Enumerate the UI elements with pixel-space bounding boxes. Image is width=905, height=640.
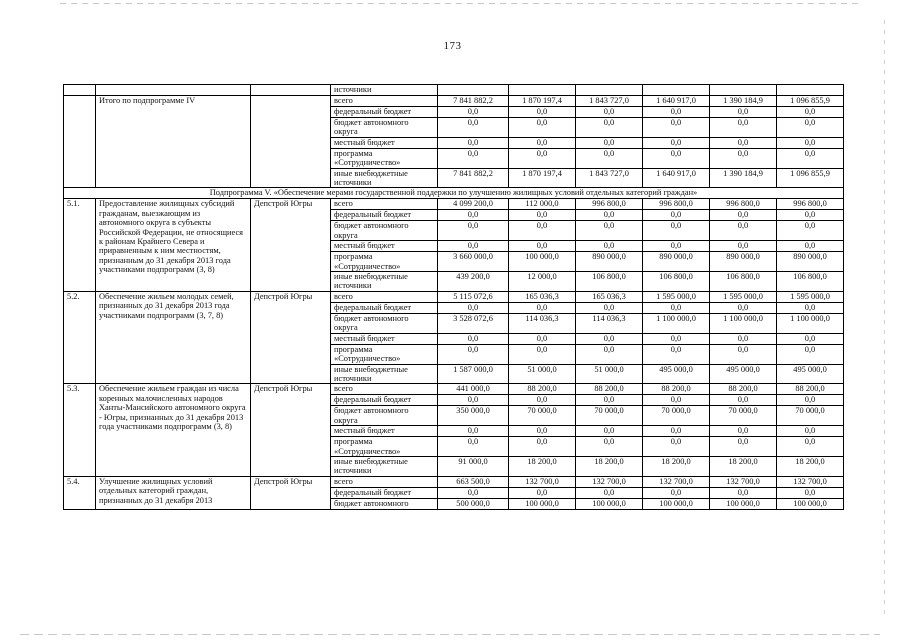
amount-cell: 0,0 (643, 221, 710, 241)
amount-cell: 4 099 200,0 (438, 199, 509, 210)
amount-cell: 100 000,0 (509, 252, 576, 272)
amount-cell: 1 595 000,0 (710, 291, 777, 302)
amount-cell: 0,0 (509, 333, 576, 344)
scan-edge-right (884, 20, 885, 620)
amount-cell: 18 200,0 (509, 456, 576, 476)
amount-cell: 0,0 (509, 107, 576, 118)
amount-cell: 0,0 (643, 118, 710, 138)
amount-cell: 0,0 (438, 487, 509, 498)
empty-cell (251, 85, 331, 96)
funding-source: всего (331, 291, 438, 302)
amount-cell: 0,0 (710, 395, 777, 406)
amount-cell: 0,0 (438, 210, 509, 221)
amount-cell: 0,0 (438, 241, 509, 252)
empty-cell (96, 85, 251, 96)
amount-cell: 0,0 (438, 221, 509, 241)
amount-cell: 132 700,0 (576, 476, 643, 487)
amount-cell: 495 000,0 (710, 364, 777, 384)
amount-cell: 1 390 184,9 (710, 96, 777, 107)
amount-cell: 1 640 917,0 (643, 96, 710, 107)
amount-cell: 88 200,0 (576, 384, 643, 395)
funding-source: федеральный бюджет (331, 107, 438, 118)
amount-cell: 70 000,0 (576, 406, 643, 426)
amount-cell: 0,0 (509, 118, 576, 138)
amount-cell: 0,0 (576, 437, 643, 457)
amount-cell: 0,0 (509, 437, 576, 457)
amount-cell: 0,0 (710, 221, 777, 241)
amount-cell: 0,0 (643, 302, 710, 313)
amount-cell: 18 200,0 (643, 456, 710, 476)
amount-cell: 0,0 (509, 221, 576, 241)
amount-cell: 0,0 (438, 302, 509, 313)
empty-cell (576, 85, 643, 96)
amount-cell: 18 200,0 (576, 456, 643, 476)
amount-cell: 0,0 (509, 487, 576, 498)
amount-cell: 106 800,0 (710, 272, 777, 292)
empty-cell (777, 85, 844, 96)
budget-table-wrapper (63, 84, 843, 510)
amount-cell: 0,0 (643, 426, 710, 437)
measure-number: 5.1. (64, 199, 96, 291)
amount-cell: 0,0 (438, 333, 509, 344)
funding-source: бюджет автономного округа (331, 118, 438, 138)
page-number: 173 (443, 40, 462, 52)
amount-cell: 1 390 184,9 (710, 168, 777, 188)
amount-cell: 100 000,0 (643, 498, 710, 509)
amount-cell: 1 100 000,0 (710, 313, 777, 333)
amount-cell: 106 800,0 (777, 272, 844, 292)
measure-number: 5.2. (64, 291, 96, 383)
amount-cell: 0,0 (777, 221, 844, 241)
measure-name: Обеспечение жильем молодых семей, признанных до 31 декабря 2013 года участниками подпрограмм (3, 7, 8) (96, 291, 251, 383)
funding-source: местный бюджет (331, 426, 438, 437)
amount-cell: 0,0 (576, 221, 643, 241)
amount-cell: 5 115 072,6 (438, 291, 509, 302)
amount-cell: 106 800,0 (576, 272, 643, 292)
amount-cell: 0,0 (509, 137, 576, 148)
amount-cell: 0,0 (576, 118, 643, 138)
funding-source: всего (331, 384, 438, 395)
amount-cell: 0,0 (777, 395, 844, 406)
amount-cell: 7 841 882,2 (438, 168, 509, 188)
amount-cell: 0,0 (710, 302, 777, 313)
amount-cell: 996 800,0 (576, 199, 643, 210)
amount-cell: 0,0 (777, 137, 844, 148)
amount-cell: 439 200,0 (438, 272, 509, 292)
amount-cell: 996 800,0 (777, 199, 844, 210)
funding-source: программа «Сотрудничество» (331, 344, 438, 364)
amount-cell: 0,0 (710, 426, 777, 437)
amount-cell: 996 800,0 (643, 199, 710, 210)
amount-cell: 0,0 (643, 437, 710, 457)
amount-cell: 0,0 (710, 148, 777, 168)
measure-number: 5.3. (64, 384, 96, 476)
amount-cell: 1 100 000,0 (777, 313, 844, 333)
amount-cell: 0,0 (509, 302, 576, 313)
measure-name: Обеспечение жильем граждан из числа коренных малочисленных народов Ханты-Мансийского автономного округа - Югры, признанных до 31 декабря 2013 года участниками подпрограмм (3, 8) (96, 384, 251, 476)
amount-cell: 0,0 (777, 210, 844, 221)
amount-cell: 0,0 (710, 344, 777, 364)
amount-cell: 0,0 (710, 437, 777, 457)
amount-cell: 0,0 (576, 426, 643, 437)
measure-executor: Депстрой Югры (251, 476, 331, 509)
amount-cell: 1 096 855,9 (777, 96, 844, 107)
table-row (64, 85, 844, 96)
table-row (64, 291, 844, 302)
amount-cell: 0,0 (777, 487, 844, 498)
funding-source: федеральный бюджет (331, 210, 438, 221)
amount-cell: 0,0 (576, 302, 643, 313)
measure-name: Предоставление жилищных субсидий гражданам, выезжающим из автономного округа в субъекты Российской Федерации, не относящиеся к районам Крайнего Севера и приравненным к ним местностям, признанным до 31 декабря 2013 года участниками подпрограмм (3, 8) (96, 199, 251, 291)
amount-cell: 495 000,0 (643, 364, 710, 384)
amount-cell: 0,0 (576, 487, 643, 498)
amount-cell: 0,0 (710, 241, 777, 252)
amount-cell: 0,0 (509, 344, 576, 364)
subprogram-total-label: Итого по подпрограмме IV (96, 96, 251, 188)
amount-cell: 51 000,0 (509, 364, 576, 384)
amount-cell: 1 100 000,0 (643, 313, 710, 333)
amount-cell: 0,0 (643, 333, 710, 344)
amount-cell: 0,0 (643, 395, 710, 406)
amount-cell: 663 500,0 (438, 476, 509, 487)
amount-cell: 100 000,0 (777, 498, 844, 509)
amount-cell: 0,0 (576, 107, 643, 118)
amount-cell: 0,0 (777, 107, 844, 118)
funding-source: программа «Сотрудничество» (331, 252, 438, 272)
amount-cell: 0,0 (777, 426, 844, 437)
amount-cell: 3 660 000,0 (438, 252, 509, 272)
funding-source: источники (331, 85, 438, 96)
amount-cell: 890 000,0 (710, 252, 777, 272)
amount-cell: 0,0 (509, 395, 576, 406)
funding-source: бюджет автономного округа (331, 313, 438, 333)
amount-cell: 0,0 (438, 148, 509, 168)
amount-cell: 7 841 882,2 (438, 96, 509, 107)
amount-cell: 0,0 (710, 137, 777, 148)
amount-cell: 0,0 (438, 137, 509, 148)
amount-cell: 0,0 (643, 210, 710, 221)
amount-cell: 0,0 (777, 118, 844, 138)
empty-cell (64, 96, 96, 188)
measure-number: 5.4. (64, 476, 96, 509)
funding-source: всего (331, 476, 438, 487)
amount-cell: 114 036,3 (576, 313, 643, 333)
amount-cell: 0,0 (576, 148, 643, 168)
amount-cell: 0,0 (438, 395, 509, 406)
amount-cell: 0,0 (710, 487, 777, 498)
empty-cell (438, 85, 509, 96)
amount-cell: 132 700,0 (777, 476, 844, 487)
table-row (64, 384, 844, 395)
subprogram-title: Подпрограмма V. «Обеспечение мерами государственной поддержки по улучшению жилищных условий отдельных категорий граждан» (64, 188, 844, 199)
amount-cell: 0,0 (643, 344, 710, 364)
amount-cell: 0,0 (509, 148, 576, 168)
amount-cell: 500 000,0 (438, 498, 509, 509)
amount-cell: 18 200,0 (710, 456, 777, 476)
amount-cell: 890 000,0 (777, 252, 844, 272)
funding-source: всего (331, 199, 438, 210)
amount-cell: 91 000,0 (438, 456, 509, 476)
amount-cell: 350 000,0 (438, 406, 509, 426)
amount-cell: 0,0 (710, 107, 777, 118)
funding-source: программа «Сотрудничество» (331, 148, 438, 168)
amount-cell: 0,0 (710, 118, 777, 138)
amount-cell: 0,0 (438, 344, 509, 364)
measure-executor: Депстрой Югры (251, 384, 331, 476)
amount-cell: 100 000,0 (576, 498, 643, 509)
amount-cell: 165 036,3 (576, 291, 643, 302)
amount-cell: 0,0 (643, 241, 710, 252)
amount-cell: 165 036,3 (509, 291, 576, 302)
amount-cell: 0,0 (710, 210, 777, 221)
funding-source: бюджет автономного (331, 498, 438, 509)
amount-cell: 441 000,0 (438, 384, 509, 395)
measure-executor: Депстрой Югры (251, 291, 331, 383)
amount-cell: 0,0 (710, 333, 777, 344)
empty-cell (64, 85, 96, 96)
amount-cell: 106 800,0 (643, 272, 710, 292)
amount-cell: 70 000,0 (643, 406, 710, 426)
funding-source: местный бюджет (331, 333, 438, 344)
amount-cell: 132 700,0 (643, 476, 710, 487)
amount-cell: 1 096 855,9 (777, 168, 844, 188)
amount-cell: 0,0 (576, 344, 643, 364)
amount-cell: 0,0 (438, 426, 509, 437)
amount-cell: 0,0 (777, 241, 844, 252)
amount-cell: 0,0 (438, 107, 509, 118)
amount-cell: 100 000,0 (710, 498, 777, 509)
amount-cell: 0,0 (576, 395, 643, 406)
amount-cell: 0,0 (438, 118, 509, 138)
amount-cell: 890 000,0 (643, 252, 710, 272)
amount-cell: 0,0 (576, 137, 643, 148)
scan-edge-top (60, 3, 860, 4)
amount-cell: 51 000,0 (576, 364, 643, 384)
amount-cell: 1 595 000,0 (777, 291, 844, 302)
amount-cell: 3 528 072,6 (438, 313, 509, 333)
amount-cell: 0,0 (643, 137, 710, 148)
amount-cell: 88 200,0 (710, 384, 777, 395)
empty-cell (710, 85, 777, 96)
amount-cell: 0,0 (777, 344, 844, 364)
amount-cell: 70 000,0 (710, 406, 777, 426)
amount-cell: 0,0 (509, 241, 576, 252)
table-row (64, 188, 844, 199)
funding-source: федеральный бюджет (331, 302, 438, 313)
amount-cell: 70 000,0 (509, 406, 576, 426)
amount-cell: 0,0 (777, 333, 844, 344)
funding-source: местный бюджет (331, 241, 438, 252)
amount-cell: 0,0 (576, 333, 643, 344)
funding-source: иные внебюджетные источники (331, 168, 438, 188)
table-row (64, 476, 844, 487)
budget-table (63, 84, 844, 510)
funding-source: программа «Сотрудничество» (331, 437, 438, 457)
funding-source: бюджет автономного округа (331, 406, 438, 426)
funding-source: федеральный бюджет (331, 395, 438, 406)
amount-cell: 1 870 197,4 (509, 96, 576, 107)
amount-cell: 112 000,0 (509, 199, 576, 210)
amount-cell: 1 587 000,0 (438, 364, 509, 384)
amount-cell: 132 700,0 (710, 476, 777, 487)
amount-cell: 1 843 727,0 (576, 96, 643, 107)
amount-cell: 1 640 917,0 (643, 168, 710, 188)
amount-cell: 88 200,0 (643, 384, 710, 395)
amount-cell: 0,0 (643, 487, 710, 498)
amount-cell: 100 000,0 (509, 498, 576, 509)
amount-cell: 1 843 727,0 (576, 168, 643, 188)
measure-name: Улучшение жилищных условий отдельных категорий граждан, признанных до 31 декабря 2013 (96, 476, 251, 509)
amount-cell: 88 200,0 (777, 384, 844, 395)
amount-cell: 495 000,0 (777, 364, 844, 384)
amount-cell: 0,0 (777, 302, 844, 313)
amount-cell: 0,0 (576, 241, 643, 252)
amount-cell: 0,0 (643, 107, 710, 118)
empty-cell (643, 85, 710, 96)
amount-cell: 890 000,0 (576, 252, 643, 272)
amount-cell: 0,0 (509, 210, 576, 221)
amount-cell: 12 000,0 (509, 272, 576, 292)
amount-cell: 70 000,0 (777, 406, 844, 426)
amount-cell: 1 595 000,0 (643, 291, 710, 302)
amount-cell: 114 036,3 (509, 313, 576, 333)
funding-source: всего (331, 96, 438, 107)
scan-edge-bottom (20, 634, 880, 635)
empty-cell (509, 85, 576, 96)
amount-cell: 0,0 (643, 148, 710, 168)
amount-cell: 132 700,0 (509, 476, 576, 487)
amount-cell: 0,0 (438, 437, 509, 457)
funding-source: бюджет автономного округа (331, 221, 438, 241)
funding-source: иные внебюджетные источники (331, 456, 438, 476)
amount-cell: 0,0 (576, 210, 643, 221)
funding-source: иные внебюджетные источники (331, 272, 438, 292)
amount-cell: 0,0 (777, 437, 844, 457)
amount-cell: 88 200,0 (509, 384, 576, 395)
amount-cell: 18 200,0 (777, 456, 844, 476)
table-row (64, 199, 844, 210)
amount-cell: 0,0 (509, 426, 576, 437)
table-row (64, 96, 844, 107)
funding-source: иные внебюджетные источники (331, 364, 438, 384)
funding-source: федеральный бюджет (331, 487, 438, 498)
empty-cell (251, 96, 331, 188)
amount-cell: 996 800,0 (710, 199, 777, 210)
funding-source: местный бюджет (331, 137, 438, 148)
amount-cell: 1 870 197,4 (509, 168, 576, 188)
amount-cell: 0,0 (777, 148, 844, 168)
measure-executor: Депстрой Югры (251, 199, 331, 291)
